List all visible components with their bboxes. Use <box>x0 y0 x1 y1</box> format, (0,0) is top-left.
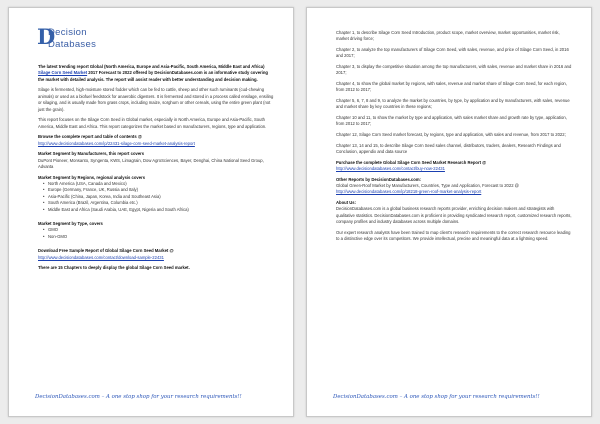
list-item: • Asia-Pacific (China, Japan, Korea, India and Southeast Asia) <box>44 194 275 200</box>
about-heading: About Us: <box>336 200 357 205</box>
list-item: • GMO <box>44 227 275 233</box>
chapter-item: Chapter 5, 6, 7, 8 and 9, to analyze the market by countries, by type, by application and by manufacturers, with sales, revenue and market share by key countries in these regions; <box>336 98 570 110</box>
logo-letter: D <box>37 24 56 49</box>
chapter-item: Chapter 4, to show the global market by regions, with sales, revenue and market share of Silage Corn Seed, for each region, from 2012 to 2017; <box>336 81 567 93</box>
report-focus: This report focuses on the Silage Corn Seed in Global market, especially in North America, Europe and Asia-Pacific, South America, Middle East and Africa. This report categorizes the market based on manufacturers, regions, type and application. <box>38 117 267 129</box>
purchase-report-link[interactable]: http://www.decisiondatabases.com/contact/buy-now-22431 <box>336 166 445 171</box>
list-item: • North America (USA, Canada and Mexico) <box>44 181 275 187</box>
decision-databases-logo <box>37 26 147 52</box>
about-paragraph-2: Our expert research analysts have been trained to map client's research requirements to the correct research resource leading to a distinctive edge over its competitors. We provide intellectual, precise and meaningful data at a lightning speed. <box>336 229 571 242</box>
sample-heading: Download Free Sample Report of Global Silage Corn Seed Market @ <box>38 248 174 254</box>
other-report-title: Global Green-Roof Market by Manufacturers, Countries, Type and Application, Forecast to 2022 @ <box>336 183 519 188</box>
intro-paragraph: The latest trending report Global (North America, Europe and Asia-Pacific, South America, Middle East and Africa) Silage Corn Seed Market 2017 Forecast to 2022 offered by DecisionDatabases.com is an informative study covering the market with detailed analysis. The report will assist reader with better understanding and decision making. <box>38 64 268 82</box>
document-page-left <box>8 7 294 417</box>
type-heading: Market Segment by Type, covers <box>38 221 103 227</box>
left-content <box>38 64 275 276</box>
page-footer: DecisionDatabases.com – A one stop shop for your research requirements!! <box>35 394 242 400</box>
type-list <box>44 227 275 240</box>
logo-line-1: Decision <box>48 27 87 38</box>
chapter-item: Chapter 13, 14 and 15, to describe Silage Corn Seed sales channel, distributors, traders, dealers, Research Findings and Conclusion, appendix and data source <box>336 142 561 154</box>
chapter-item: Chapter 10 and 11, to show the market by type and application, with sales market share and growth rate by type, application, from 2012 to 2017; <box>336 115 567 127</box>
browse-heading: Browse the complete report and table of contents @ <box>38 134 142 140</box>
chapter-item: Chapter 12, Silage Corn Seed market forecast, by regions, type and application, with sales and revenue, from 2017 to 2022; <box>336 132 566 137</box>
chapter-item: Chapter 1, to describe Silage Corn Seed Introduction, product scope, market overview, market opportunities, market risk, market driving force; <box>336 30 560 42</box>
list-item: • Europe (Germany, France, UK, Russia and Italy) <box>44 187 275 193</box>
other-report-link[interactable]: http://www.decisiondatabases.com/ip/18218-green-roof-market-analysis-report <box>336 189 482 195</box>
list-item: • South America (Brazil, Argentina, Columbia etc.) <box>44 200 275 206</box>
regions-list <box>44 181 275 213</box>
silage-description: Silage is fermented, high-moisture stored fodder which can be fed to cattle, sheep and other such ruminants (cud-chewing animals) or used as a biofuel feedstock for anaerobic digesters. It is fermented and stored in a process called ensilage, ensiling or silaging, and is usually made from grass crops, including maize, sorghum or other cereals, using the entire green plant (not just the grain). <box>38 87 274 112</box>
list-item: • Middle East and Africa (Saudi Arabia, UAE, Egypt, Nigeria and South Africa) <box>44 207 275 213</box>
browse-report-link[interactable]: http://www.decisiondatabases.com/ip/22431-silage-corn-seed-market-analysis-report <box>38 140 195 146</box>
chapter-item: Chapter 2, to analyze the top manufacturers of Silage Corn Seed, with sales, revenue, and price of Silage Corn Seed, in 2016 and 2017; <box>336 47 569 59</box>
document-page-right <box>306 7 592 417</box>
sample-report-link[interactable]: http://www.decisiondatabases.com/contact/download-sample-22431 <box>38 254 164 260</box>
about-paragraph-1: DecisionDatabases.com is a global business research reports provider, enriching decision makers and strategists with qualitative statistics. DecisionDatabases.com is proficient in providing syndicated research report, customized research reports, company profiles and industry databases across multiple domains. <box>336 206 572 225</box>
list-item: • Non-GMO <box>44 234 275 240</box>
purchase-heading: Purchase the complete Global Silage Corn Seed Market Research Report @ <box>336 159 487 165</box>
chapter-item: Chapter 3, to display the competitive situation among the top manufacturers, with sales, revenue and market share in 2016 and 2017; <box>336 64 572 76</box>
page-footer: DecisionDatabases.com – A one stop shop for your research requirements!! <box>333 394 540 400</box>
other-reports-heading: Other Reports by DecisionDatabases.com: <box>336 176 421 182</box>
chapters-summary: There are 15 Chapters to deeply display the global Silage Corn Seed market. <box>38 265 190 271</box>
intro-market-link[interactable]: Silage Corn Seed Market <box>38 70 88 76</box>
logo-line-2: Databases <box>48 39 97 50</box>
manufacturers-heading: Market Segment by Manufacturers, this report covers <box>38 151 145 157</box>
regions-heading: Market Segment by Regions, regional analysis covers <box>38 174 146 180</box>
right-content <box>336 30 573 247</box>
manufacturers-list: DuPont Pioneer, Monsanto, Syngenta, KWS, Limagrain, Dow AgroSciences, Bayer, Denghai, China National Seed Group, Advanta <box>38 157 264 170</box>
